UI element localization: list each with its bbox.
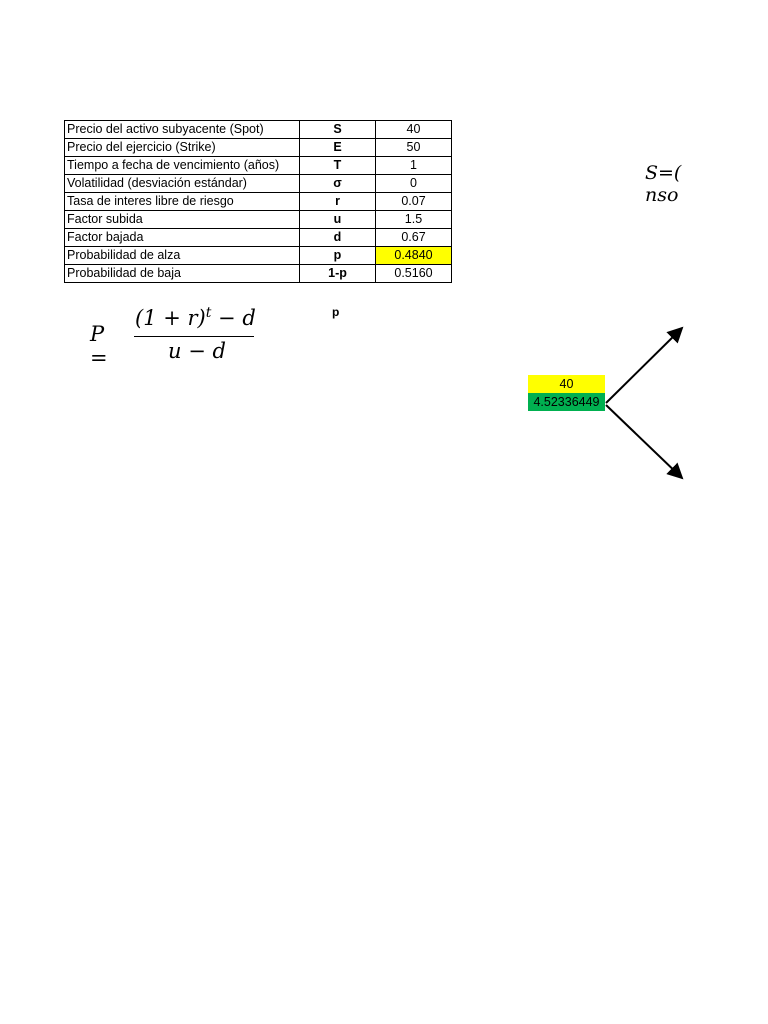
parameter-label: Precio del ejercicio (Strike) — [65, 139, 300, 157]
parameter-symbol: E — [300, 139, 376, 157]
parameter-symbol: u — [300, 211, 376, 229]
parameter-value: 1.5 — [376, 211, 452, 229]
parameter-symbol: σ — [300, 175, 376, 193]
parameter-label: Probabilidad de alza — [65, 247, 300, 265]
cutoff-formula-line1: S=( — [645, 162, 682, 184]
parameter-value: 0.07 — [376, 193, 452, 211]
parameter-symbol: T — [300, 157, 376, 175]
parameter-value: 40 — [376, 121, 452, 139]
p-label: p — [332, 305, 340, 319]
formula-lhs: P = — [90, 322, 108, 370]
tree-node-price: 40 — [528, 375, 605, 393]
parameter-value: 0 — [376, 175, 452, 193]
parameter-value: 50 — [376, 139, 452, 157]
parameter-symbol: r — [300, 193, 376, 211]
parameter-label: Factor subida — [65, 211, 300, 229]
parameter-label: Tiempo a fecha de vencimiento (años) — [65, 157, 300, 175]
parameter-value: 1 — [376, 157, 452, 175]
tree-node-option-value: 4.52336449 — [528, 393, 605, 411]
down-branch-arrow — [606, 405, 682, 478]
parameter-label: Factor bajada — [65, 229, 300, 247]
parameter-symbol: d — [300, 229, 376, 247]
up-branch-arrow — [606, 328, 682, 403]
cutoff-formula-line2: nso — [645, 184, 679, 206]
parameter-symbol: 1-p — [300, 265, 376, 283]
parameter-symbol: S — [300, 121, 376, 139]
formula-numerator: $(1 + r)^t - d$ — [135, 305, 256, 330]
parameter-value: 0.67 — [376, 229, 452, 247]
parameter-symbol: p — [300, 247, 376, 265]
formula-denominator: u − d — [168, 339, 226, 363]
parameter-label: Volatilidad (desviación estándar) — [65, 175, 300, 193]
parameter-label: Tasa de interes libre de riesgo — [65, 193, 300, 211]
parameter-label: Probabilidad de baja — [65, 265, 300, 283]
parameter-value: 0.4840 — [376, 247, 452, 265]
parameter-label: Precio del activo subyacente (Spot) — [65, 121, 300, 139]
parameter-value: 0.5160 — [376, 265, 452, 283]
